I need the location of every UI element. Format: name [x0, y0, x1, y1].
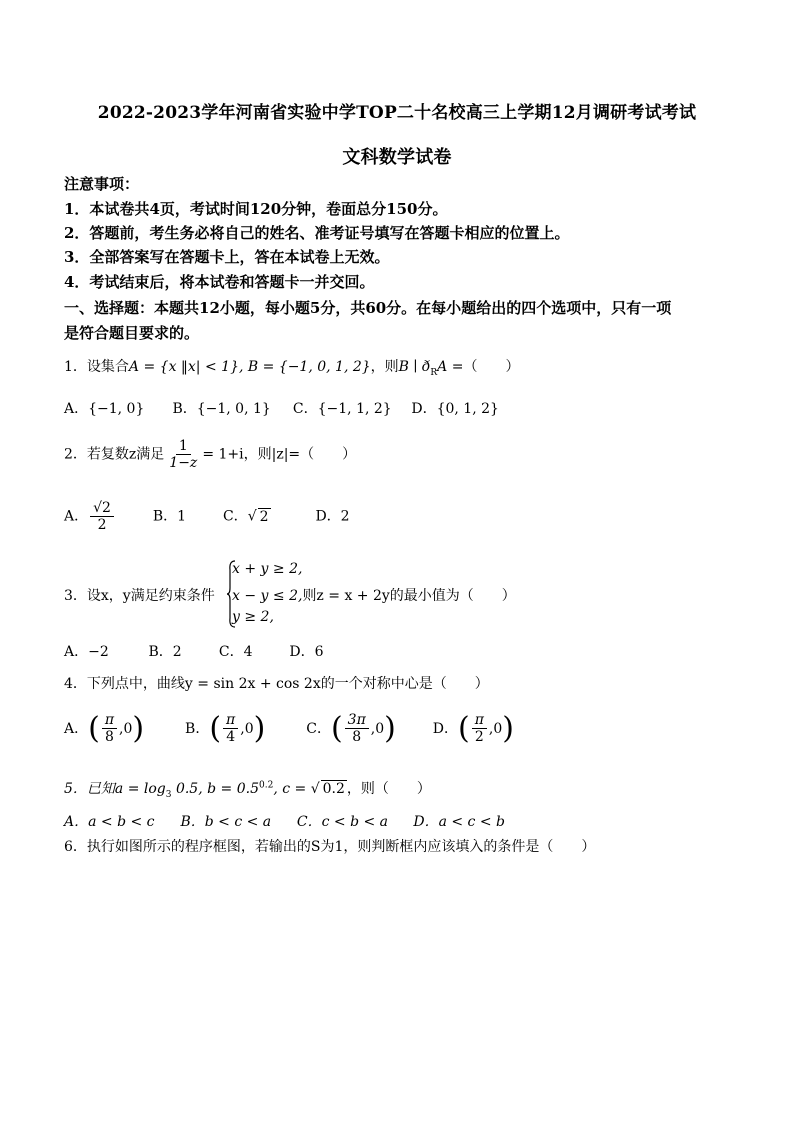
notice-item-2: 2．答题前，考生务必将自己的姓名、准考证号填写在答题卡相应的位置上。: [64, 224, 570, 242]
q2-option-a-fraction: $\frac{√2}{2}$: [90, 500, 114, 533]
q3-constraint-3: y ≥ 2,: [232, 609, 274, 625]
notice-item-3: 3．全部答案写在答题卡上，答在本试卷上无效。: [64, 248, 390, 266]
q1-option-b: B．{−1, 0, 1}: [172, 401, 271, 417]
question-4-options: [64, 712, 514, 745]
q4-option-a: A．( $\frac{\pi}{8}$ ,0): [64, 710, 145, 746]
notice-item-4: 4．考试结束后，将本试卷和答题卡一并交回。: [64, 273, 375, 291]
question-5-options: [64, 811, 505, 831]
q2-option-d: D．2: [315, 508, 350, 525]
notice-heading: 注意事项：: [64, 175, 140, 193]
section-heading-line2: 是符合题目要求的。: [64, 324, 200, 342]
question-1-stem: 1．设集合A = {x ‖x| < 1}, B = {−1, 0, 1, 2}，则B ∣ $ð_RA$ =（ ）: [64, 359, 520, 378]
q3-option-d: D．6: [289, 644, 324, 660]
notice-item-1: 1．本试卷共4页，考试时间120分钟，卷面总分150分。: [64, 200, 448, 218]
q3-constraint-2: x − y ≤ 2,则z = x + 2y的最小值为（ ）: [232, 588, 516, 604]
question-6-stem: 6．执行如图所示的程序框图，若输出的S为1，则判断框内应该填入的条件是（ ）: [64, 839, 596, 855]
q5-option-b: B．b < c < a: [180, 814, 272, 830]
question-1-options: [64, 398, 499, 418]
q2-option-c: 2: [259, 508, 269, 525]
q3-option-a: A．−2: [64, 644, 109, 660]
question-5-stem: 5．已知$a = \log_3 0.5$, $b = 0.5^{0.2}$, c = √ 0.2 ，则（ ）: [64, 780, 431, 800]
q1-option-d: D．{0, 1, 2}: [411, 401, 499, 417]
q3-constraint-1: x + y ≥ 2,: [232, 561, 303, 577]
exam-title: 2022-2023学年河南省实验中学TOP二十名校高三上学期12月调研考试考试: [97, 103, 697, 123]
question-2-stem: 2．若复数z满足 $\frac{1}{1-z}$ = 1+i，则|z|=（ ）: [64, 438, 357, 472]
q1-option-a: A．{−1, 0}: [64, 401, 145, 417]
q2-option-b: B．1: [152, 508, 187, 525]
q3-option-c: C．4: [218, 644, 253, 660]
q2-fraction: $\frac{1}{1-z}$: [169, 438, 198, 472]
q5-option-d: D．a < c < b: [413, 814, 505, 830]
q5-option-a: A．a < b < c: [64, 814, 155, 830]
q1-option-c: C．{−1, 1, 2}: [292, 401, 392, 417]
exam-subtitle: 文科数学试卷: [342, 147, 452, 168]
q1-sets: A = {x ‖x| < 1}, B = {−1, 0, 1, 2}: [128, 359, 371, 375]
q4-option-c: C．( $\frac{3\pi}{8}$ ,0): [306, 710, 396, 746]
q4-option-d: D．( $\frac{\pi}{2}$ ,0): [432, 710, 514, 746]
section-heading-line1: 一、选择题：本题共12小题，每小题5分，共60分。在每小题给出的四个选项中，只有一项: [64, 299, 672, 317]
question-2-options: A． $\frac{√2}{2}$ B．1 C．√ 2 D．2: [64, 500, 350, 534]
question-3-stem: 3．设x，y满足约束条件: [64, 588, 215, 604]
q5-option-c: C．c < b < a: [296, 814, 389, 830]
question-4-stem: 4．下列点中，曲线y = sin 2x + cos 2x的一个对称中心是（ ）: [64, 676, 489, 692]
q4-option-b: B．( $\frac{\pi}{4}$ ,0): [185, 710, 266, 746]
q3-option-b: B．2: [148, 644, 182, 660]
question-3-options: [64, 641, 324, 661]
